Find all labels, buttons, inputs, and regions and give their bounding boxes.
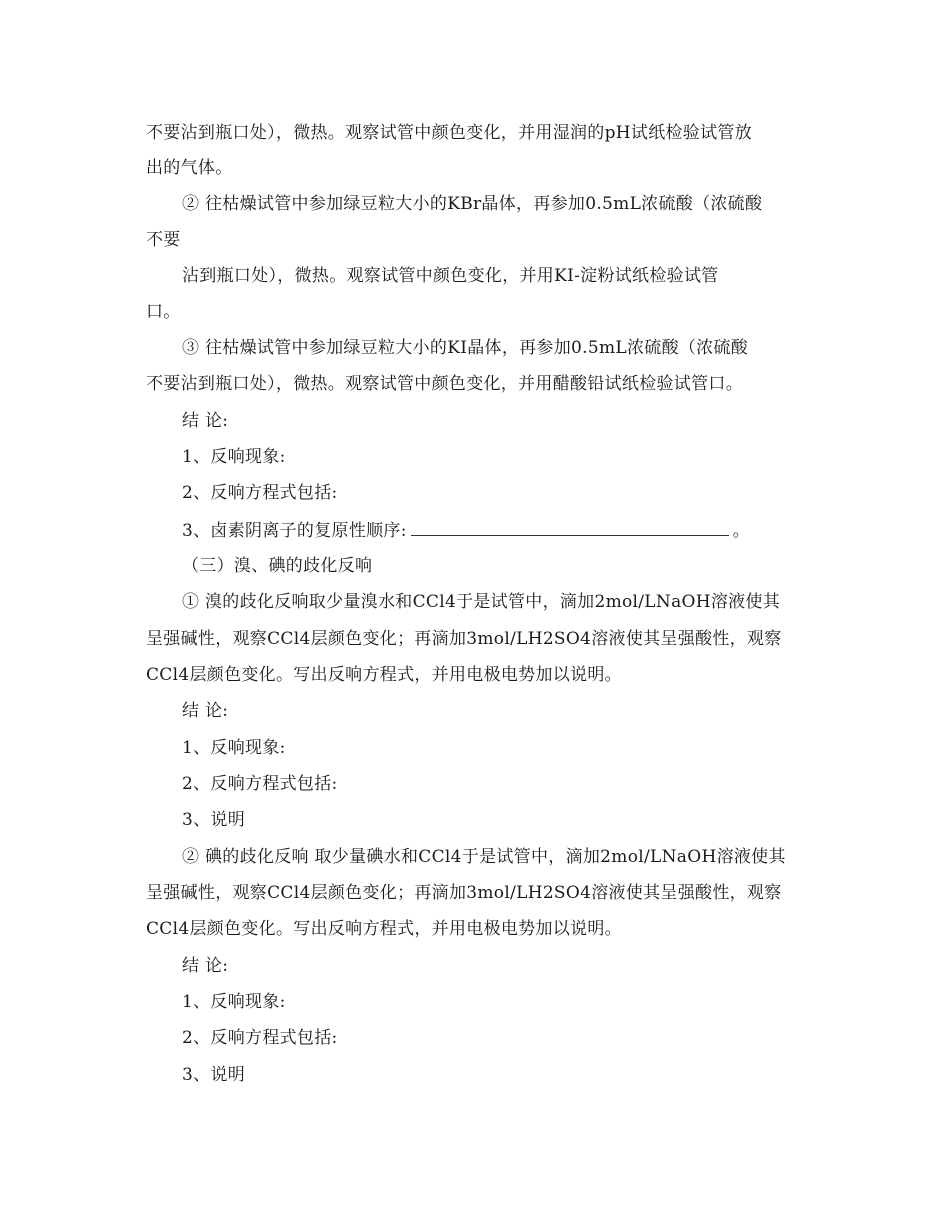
list-item-with-blank	[182, 519, 750, 542]
list-item: 3、说明	[182, 810, 246, 830]
list-item: 2、反响方程式包括:	[182, 483, 338, 503]
text-line: 不要	[146, 230, 181, 250]
section-heading: （三）溴、碘的歧化反响	[182, 556, 373, 576]
text-line: CCl4层颜色变化。写出反响方程式，并用电极电势加以说明。	[146, 919, 622, 939]
text-line: ③ 往枯燥试管中参加绿豆粒大小的KI晶体，再参加0.5mL浓硫酸（浓硫酸	[182, 338, 749, 358]
list-item-suffix: 。	[732, 521, 751, 541]
text-line: 不要沾到瓶口处），微热。观察试管中颜色变化，并用湿润的pH试纸检验试管放	[146, 123, 753, 143]
list-item: 2、反响方程式包括:	[182, 774, 338, 794]
list-item-label: 3、卤素阴离子的复原性顺序:	[182, 521, 407, 541]
fill-in-blank	[411, 519, 729, 536]
text-line: 呈强碱性，观察CCl4层颜色变化；再滴加3mol/LH2SO4溶液使其呈强酸性，观察	[146, 883, 782, 903]
text-line: 不要沾到瓶口处），微热。观察试管中颜色变化，并用醋酸铅试纸检验试管口。	[146, 374, 743, 394]
list-item: 3、说明	[182, 1065, 246, 1085]
text-line: 出的气体。	[146, 158, 233, 178]
text-line: ② 碘的歧化反响 取少量碘水和CCl4于是试管中，滴加2mol/LNaOH溶液使其	[182, 847, 786, 867]
conclusion-heading: 结 论:	[182, 701, 229, 721]
text-line: 呈强碱性，观察CCl4层颜色变化；再滴加3mol/LH2SO4溶液使其呈强酸性，观察	[146, 629, 782, 649]
list-item: 1、反响现象:	[182, 738, 286, 758]
list-item: 1、反响现象:	[182, 992, 286, 1012]
conclusion-heading: 结 论:	[182, 956, 229, 976]
conclusion-heading: 结 论:	[182, 411, 229, 431]
list-item: 1、反响现象:	[182, 447, 286, 467]
list-item: 2、反响方程式包括:	[182, 1028, 338, 1048]
text-line: 沾到瓶口处），微热。观察试管中颜色变化，并用KI-淀粉试纸检验试管	[182, 266, 719, 286]
text-line: CCl4层颜色变化。写出反响方程式，并用电极电势加以说明。	[146, 665, 622, 685]
text-line: ② 往枯燥试管中参加绿豆粒大小的KBr晶体，再参加0.5mL浓硫酸（浓硫酸	[182, 194, 763, 214]
text-line: ① 溴的歧化反响取少量溴水和CCl4于是试管中，滴加2mol/LNaOH溶液使其	[182, 592, 781, 612]
text-line: 口。	[146, 302, 181, 322]
